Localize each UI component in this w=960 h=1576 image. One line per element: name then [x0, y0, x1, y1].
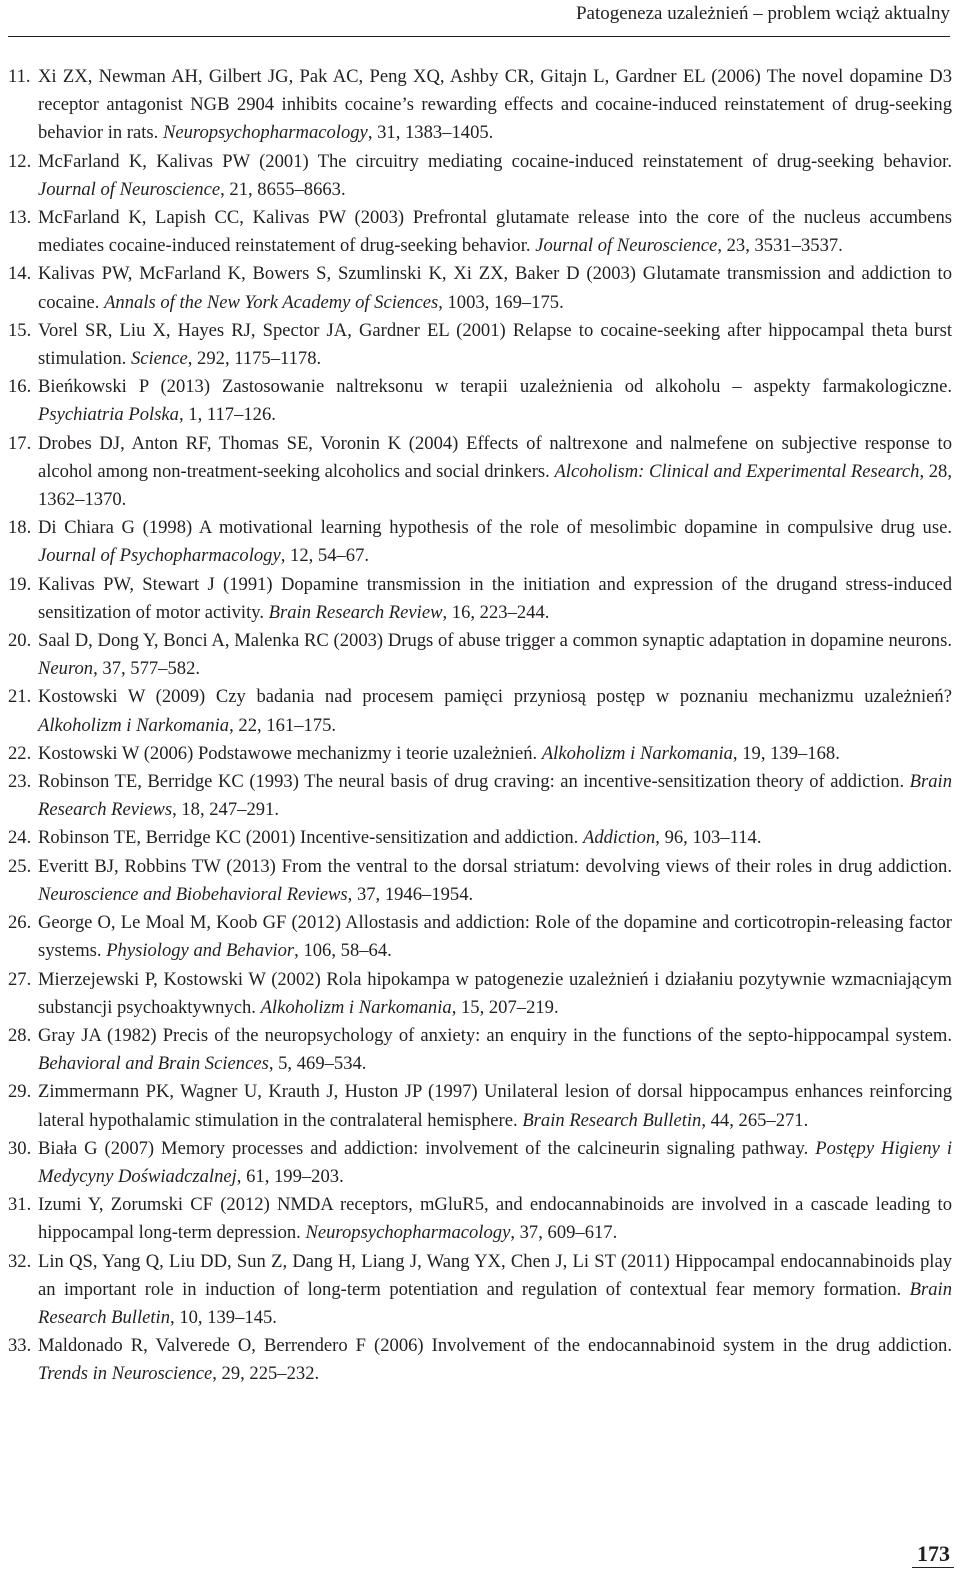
reference-text: Kostowski W (2006) Podstawowe mechanizmy i teorie uzależnień.: [38, 742, 542, 764]
reference-number: 18.: [8, 517, 32, 539]
reference-details: , 22, 161–175.: [229, 714, 337, 736]
reference-item: [8, 909, 952, 965]
reference-journal: Alkoholizm i Narkomania: [38, 714, 230, 736]
reference-number: 21.: [8, 686, 32, 708]
reference-details: , 37, 609–617.: [510, 1222, 618, 1244]
reference-item: [8, 740, 952, 768]
reference-details: , 12, 54–67.: [280, 545, 370, 567]
reference-text: Kostowski W (2009) Czy badania nad procesem pamięci przyniosą postęp w poznaniu mechanizmu uzależnień?: [38, 686, 952, 708]
reference-item: [8, 317, 952, 373]
reference-number: 23.: [8, 771, 32, 793]
reference-details: , 31, 1383–1405.: [367, 122, 494, 144]
reference-details: , 292, 1175–1178.: [187, 348, 322, 370]
reference-text: McFarland K, Kalivas PW (2001) The circuitry mediating cocaine-induced reinstatement of drug-seeking behavior.: [38, 150, 952, 172]
reference-item: [8, 204, 952, 260]
reference-item: [8, 571, 952, 627]
reference-journal: Neuroscience and Biobehavioral Reviews: [38, 883, 348, 905]
reference-journal: Trends in Neuroscience: [38, 1363, 213, 1385]
reference-details: , 15, 207–219.: [451, 996, 559, 1018]
reference-number: 12.: [8, 150, 32, 172]
reference-item: [8, 768, 952, 824]
reference-text: Kalivas PW, McFarland K, Bowers S, Szumlinski K, Xi ZX, Baker D (2003) Glutamate transmission and addiction to cocaine.: [38, 263, 952, 313]
reference-item: [8, 373, 952, 429]
reference-details: , 96, 103–114.: [655, 827, 762, 849]
reference-item: [8, 148, 952, 204]
reference-item: [8, 430, 952, 515]
reference-number: 24.: [8, 827, 32, 849]
reference-number: 17.: [8, 432, 32, 454]
reference-item: [8, 966, 952, 1022]
footer-rule: [912, 1567, 954, 1568]
reference-journal: Science: [130, 348, 188, 370]
reference-number: 16.: [8, 376, 32, 398]
reference-details: , 61, 199–203.: [236, 1165, 344, 1187]
reference-text: George O, Le Moal M, Koob GF (2012) Allostasis and addiction: Role of the dopamine and corticotropin-releasing factor systems.: [38, 912, 952, 962]
reference-text: Kalivas PW, Stewart J (1991) Dopamine transmission in the initiation and expression of the drugand stress-induced sensitization of motor activity.: [38, 573, 952, 623]
reference-text: Drobes DJ, Anton RF, Thomas SE, Voronin K (2004) Effects of naltrexone and nalmefene on subjective response to alcohol among non-treatment-seeking alcoholics and social drinkers.: [38, 432, 952, 482]
reference-item: [8, 1248, 952, 1333]
reference-details: , 21, 8655–8663.: [220, 178, 346, 200]
reference-number: 30.: [8, 1137, 32, 1159]
reference-details: , 23, 3531–3537.: [717, 235, 843, 257]
reference-text: Zimmermann PK, Wagner U, Krauth J, Huston JP (1997) Unilateral lesion of dorsal hippocampus enhances reinforcing lateral hypothalamic stimulation in the contralateral hemisphere.: [38, 1081, 952, 1131]
reference-item: [8, 627, 952, 683]
reference-number: 19.: [8, 573, 32, 595]
reference-text: Maldonado R, Valverede O, Berrendero F (2006) Involvement of the endocannabinoid system in the drug addiction.: [38, 1335, 952, 1357]
page-number: 173: [917, 1541, 950, 1566]
reference-item: [8, 1135, 952, 1191]
reference-journal: Psychiatria Polska: [38, 404, 179, 426]
reference-number: 22.: [8, 742, 32, 764]
reference-text: Everitt BJ, Robbins TW (2013) From the ventral to the dorsal striatum: devolving views of their roles in drug addiction.: [38, 855, 952, 877]
reference-text: Bieńkowski P (2013) Zastosowanie naltreksonu w terapii uzależnienia od alkoholu – aspekty farmakologiczne.: [38, 376, 952, 398]
reference-journal: Alkoholizm i Narkomania: [541, 742, 733, 764]
reference-item: [8, 824, 952, 852]
reference-details: , 18, 247–291.: [172, 799, 279, 821]
reference-item: [8, 1022, 952, 1078]
reference-text: Di Chiara G (1998) A motivational learning hypothesis of the role of mesolimbic dopamine in compulsive drug use.: [38, 517, 952, 539]
reference-number: 32.: [8, 1250, 32, 1272]
reference-text: Xi ZX, Newman AH, Gilbert JG, Pak AC, Peng XQ, Ashby CR, Gitajn L, Gardner EL (2006) The novel dopamine D3 receptor antagonist NGB 2904 inhibits cocaine’s rewarding effects and cocaine-induced reinstatement of drug-seeking behavior in rats.: [38, 66, 952, 144]
reference-number: 13.: [8, 207, 32, 229]
reference-number: 28.: [8, 1024, 32, 1046]
reference-details: , 10, 139–145.: [170, 1306, 277, 1328]
reference-text: Robinson TE, Berridge KC (2001) Incentive-sensitization and addiction.: [38, 827, 583, 849]
reference-journal: Postępy Higieny i Medycyny Doświadczalnej: [38, 1137, 952, 1187]
reference-details: , 28, 1362–1370.: [38, 460, 952, 511]
reference-number: 26.: [8, 912, 32, 934]
reference-text: McFarland K, Lapish CC, Kalivas PW (2003) Prefrontal glutamate release into the core of the nucleus accumbens mediates cocaine-induced reinstatement of drug-seeking behavior.: [38, 207, 952, 257]
reference-number: 15.: [8, 319, 32, 341]
reference-journal: Behavioral and Brain Sciences: [38, 1053, 269, 1075]
reference-details: , 1003, 169–175.: [438, 291, 564, 313]
reference-journal: Brain Research Bulletin: [522, 1109, 702, 1131]
reference-journal: Journal of Neuroscience: [535, 235, 718, 257]
reference-journal: Alkoholizm i Narkomania: [260, 996, 452, 1018]
reference-details: , 29, 225–232.: [212, 1363, 320, 1385]
reference-details: , 19, 139–168.: [732, 742, 840, 764]
reference-details: , 5, 469–534.: [268, 1053, 367, 1075]
reference-item: [8, 1191, 952, 1247]
reference-number: 11.: [8, 66, 31, 87]
header-rule: [8, 36, 950, 37]
reference-journal: Neuropsychopharmacology: [162, 122, 368, 144]
reference-details: 37, 577–582.: [97, 658, 201, 680]
running-head: Patogeneza uzależnień – problem wciąż aktualny: [575, 3, 950, 24]
reference-details: , 106, 58–64.: [294, 940, 392, 962]
reference-item: [8, 853, 952, 909]
reference-text: Izumi Y, Zorumski CF (2012) NMDA receptors, mGluR5, and endocannabinoids are involved in a cascade leading to hippocampal long-term depression.: [38, 1194, 952, 1244]
reference-item: [8, 683, 952, 739]
reference-journal: Addiction: [582, 827, 656, 849]
reference-list: [8, 63, 952, 1389]
reference-journal: Neuropsychopharmacology: [305, 1222, 511, 1244]
reference-text: Robinson TE, Berridge KC (1993) The neural basis of drug craving: an incentive-sensitization theory of addiction.: [38, 771, 910, 793]
reference-number: 29.: [8, 1081, 32, 1103]
reference-journal: Alcoholism: Clinical and Experimental Research: [554, 460, 920, 482]
reference-text: Saal D, Dong Y, Bonci A, Malenka RC (2003) Drugs of abuse trigger a common synaptic adaptation in dopamine neurons.: [38, 630, 952, 652]
reference-text: Gray JA (1982) Precis of the neuropsychology of anxiety: an enquiry in the functions of the septo-hippocampal system.: [38, 1024, 952, 1046]
reference-journal: Brain Research Bulletin: [38, 1278, 952, 1328]
reference-text: Vorel SR, Liu X, Hayes RJ, Spector JA, Gardner EL (2001) Relapse to cocaine-seeking after hippocampal theta burst stimulation.: [38, 319, 952, 370]
reference-number: 25.: [8, 855, 32, 877]
reference-journal: Journal of Neuroscience: [38, 178, 221, 200]
reference-number: 14.: [8, 263, 32, 285]
reference-item: [8, 1078, 952, 1134]
reference-item: [8, 260, 952, 316]
reference-number: 33.: [8, 1335, 32, 1357]
reference-number: 27.: [8, 968, 32, 990]
reference-item: [8, 514, 952, 570]
reference-details: , 16, 223–244.: [442, 601, 550, 623]
reference-journal: Brain Research Review: [268, 601, 443, 623]
reference-details: , 37, 1946–1954.: [347, 883, 474, 905]
reference-journal: Physiology and Behavior: [106, 940, 295, 962]
reference-journal: Journal of Psychopharmacology: [38, 545, 281, 567]
reference-journal: Neuron,: [38, 658, 98, 680]
reference-details: , 1, 117–126.: [178, 404, 276, 426]
reference-text: Biała G (2007) Memory processes and addiction: involvement of the calcineurin signaling pathway.: [38, 1137, 816, 1159]
reference-number: 20.: [8, 630, 32, 652]
reference-item: [8, 1332, 952, 1388]
reference-number: 31.: [8, 1194, 32, 1216]
reference-journal: Annals of the New York Academy of Sciences: [104, 291, 439, 313]
reference-item: [8, 63, 952, 148]
reference-text: Mierzejewski P, Kostowski W (2002) Rola hipokampa w patogenezie uzależnień i działaniu pozytywnie wzmacniającym substancji psychoaktywnych.: [38, 968, 952, 1018]
reference-text: Lin QS, Yang Q, Liu DD, Sun Z, Dang H, Liang J, Wang YX, Chen J, Li ST (2011) Hippocampal endocannabinoids play an important role in induction of long-term potentiation and regulation of contextual fear memory formation.: [38, 1250, 952, 1300]
reference-details: , 44, 265–271.: [701, 1109, 809, 1131]
reference-journal: Brain Research Reviews: [38, 771, 952, 821]
